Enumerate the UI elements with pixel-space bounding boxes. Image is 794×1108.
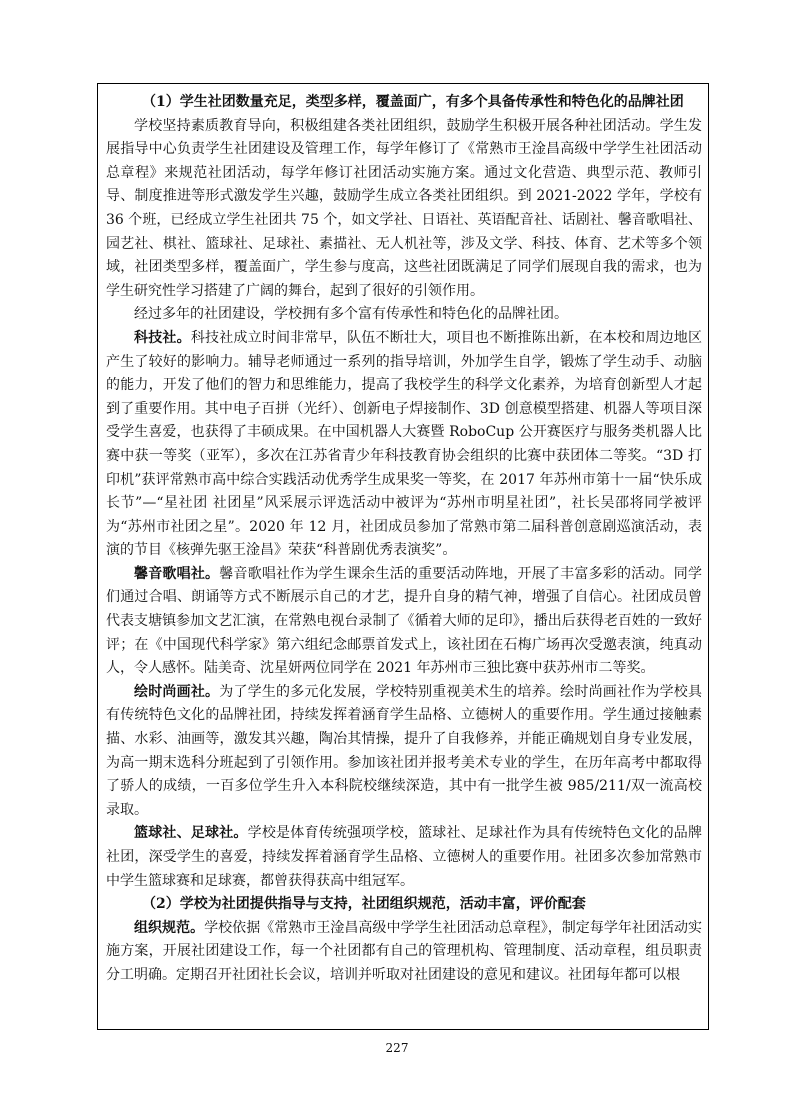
paragraph-ball-clubs (106, 822, 702, 893)
organization-title: 组织规范。 (134, 919, 205, 936)
paragraph-tech-club (106, 327, 702, 563)
ball-clubs-title: 篮球社、足球社。 (134, 825, 248, 842)
paragraph-intro: 学校坚持素质教育导向，积极组建各类社团组织，鼓励学生积极开展各种社团活动。学生发展指导中心负责学生社团建设及管理工作，每学年修订了《常熟市王淦昌高级中学学生社团活动总章程》来规范社团活动，每学年修订社团活动实施方案。通过文化营造、典型示范、教师引导、制度推进等形式激发学生兴趣，鼓励学生成立各类社团组织。到 2021-2022 学年，学校有 36 个班，已经成立学生社团共 75 个，如文学社、日语社、英语配音社、话剧社、馨音歌唱社、园艺社、棋社、篮球社、足球社、素描社、无人机社等，涉及文学、科技、体育、艺术等多个领域，社团类型多样，覆盖面广，学生参与度高，这些社团既满足了同学们展现自我的需求，也为学生研究性学习搭建了广阔的舞台，起到了很好的引领作用。 (106, 117, 702, 299)
paragraph-brand-clubs: 经过多年的社团建设，学校拥有多个富有传承性和特色化的品牌社团。 (134, 306, 568, 323)
singing-club-title: 馨音歌唱社。 (134, 565, 220, 582)
art-club-text: 为了学生的多元化发展，学校特别重视美术生的培养。绘时尚画社作为学校具有传统特色文化的品牌社团，持续发挥着涵育学生品格、立德树人的重要作用。学生通过接触素描、水彩、油画等，激发其兴趣，陶冶其情操，提升了自我修养，并能正确规划自身专业发展，为高一期末选科分班起到了引领作用。参加该社团并报考美术专业的学生，在历年高考中都取得了骄人的成绩，一百多位学生升入本科院校继续深造，其中有一批学生被 985/211/双一流高校录取。 (106, 683, 703, 818)
section-heading-1: （1）学生社团数量充足，类型多样，覆盖面广，有多个具备传承性和特色化的品牌社团 (142, 94, 684, 110)
ball-clubs-text: 学校是体育传统强项学校，篮球社、足球社作为具有传统特色文化的品牌社团，深受学生的喜爱，持续发挥着涵育学生品格、立德树人的重要作用。社团多次参加常熟市中学生篮球赛和足球赛，都曾获得获高中组冠军。 (106, 825, 702, 889)
page-number: 227 (385, 1041, 409, 1055)
singing-club-text: 馨音歌唱社作为学生课余生活的重要活动阵地，开展了丰富多彩的活动。同学们通过合唱、朗诵等方式不断展示自己的才艺，提升自身的精气神，增强了自信心。社团成员曾代表支塘镇参加文艺汇演，在常熟电视台录制了《循着大师的足印》，播出后获得老百姓的一致好评；在《中国现代科学家》第六组纪念邮票首发式上，该社团在石梅广场再次受邀表演，纯真动人，令人感怀。陆美奇、沈星妍两位同学在 2021 年苏州市三独比赛中获苏州市二等奖。 (106, 565, 703, 677)
paragraph-singing-club (106, 563, 702, 681)
tech-club-title: 科技社。 (134, 329, 191, 346)
art-club-title: 绘时尚画社。 (134, 683, 220, 700)
tech-club-text: 科技社成立时间非常早，队伍不断壮大，项目也不断推陈出新，在本校和周边地区产生了较好的影响力。辅导老师通过一系列的指导培训，外加学生自学，锻炼了学生动手、动脑的能力，开发了他们的智力和思维能力，提高了我校学生的科学文化素养，为培育创新型人才起到了重要作用。其中电子百拼（光纤）、创新电子焊接制作、3D 创意模型搭建、机器人等项目深受学生喜爱，也获得了丰硕成果。在中国机器人大赛暨 RoboCup 公开赛医疗与服务类机器人比赛中获一等奖（亚军），多次在江苏省青少年科技教育协会组织的比赛中获团体二等奖。“3D 打印机”获评常熟市高中综合实践活动优秀学生成果奖一等奖，在 2017 年苏州市第十一届“快乐成长节”—“星社团 社团星”风采展示评选活动中被评为“苏州市明星社团”，社长吴邵将同学被评为“苏州市社团之星”。2020 年 12 月，社团成员参加了常熟市第二届科普创意剧巡演活动，表演的节目《核弹先驱王淦昌》荣获“科普剧优秀表演奖”。 (106, 329, 703, 559)
organization-text: 学校依据《常熟市王淦昌高级中学学生社团活动总章程》，制定每学年社团活动实施方案，开展社团建设工作，每一个社团都有自己的管理机构、管理制度、活动章程，组员职责分工明确。定期召开社团社长会议，培训并听取对社团建设的意见和建议。社团每年都可以根 (106, 919, 702, 983)
paragraph-organization (106, 917, 702, 988)
document-body (106, 91, 702, 988)
section-heading-2: （2）学校为社团提供指导与支持，社团组织规范，活动丰富，评价配套 (142, 896, 586, 913)
paragraph-art-club (106, 681, 702, 823)
